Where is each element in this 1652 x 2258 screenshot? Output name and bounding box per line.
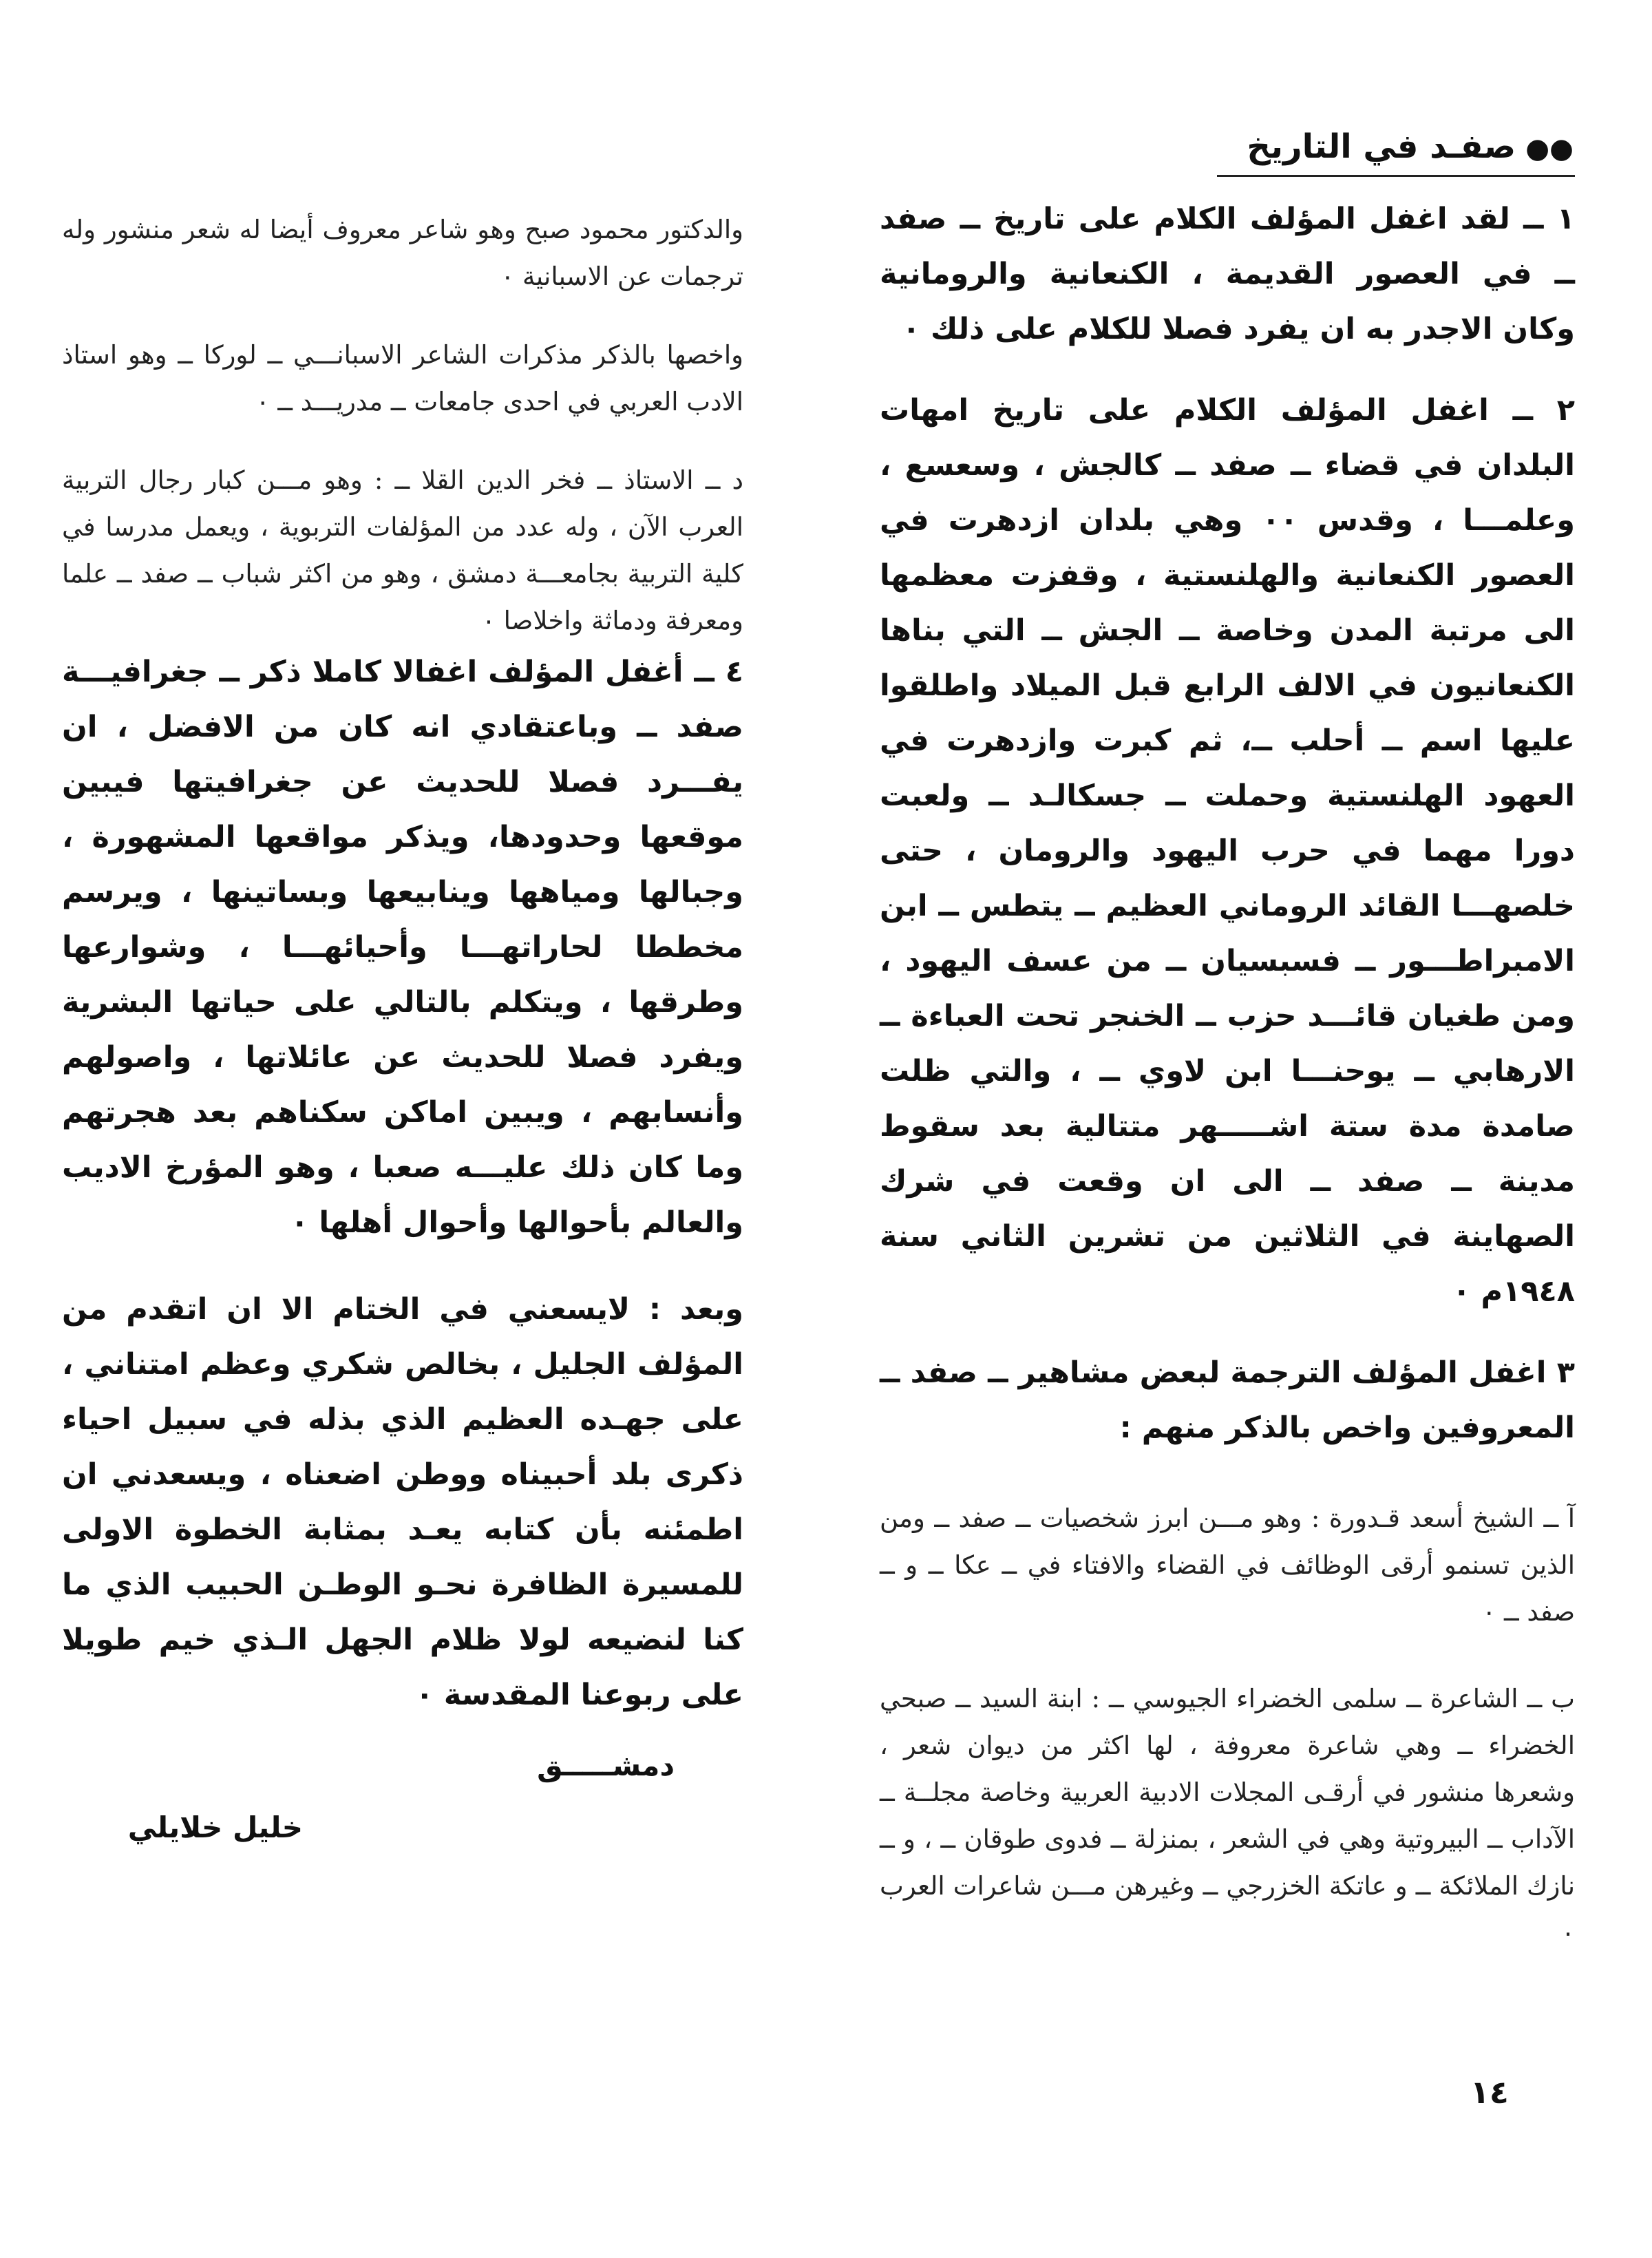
paragraph-1: ١ ــ لقد اغفل المؤلف الكلام على تاريخ ــ صفد ــ في العصور القديمة ، الكنعانية والرومانية وكان الاجدر به ان يفرد فصلا للكلام على ذلك ٠ bbox=[880, 202, 1575, 346]
paragraph-closing: وبعد : لايسعني في الختام الا ان اتقدم من المؤلف الجليل ، بخالص شكري وعظم امتناني ، على جهـده العظيم الذي بذله في سبيل احياء ذكرى بلد أحبيناه ووطن اضعناه ، ويسعدني ان اطمئنه بأن كتابه يعـد بمثابة الخطوة الاولى للمسيرة الظافرة نحـو الوطـن الحبيب الذي ما كنا لنضيعه لولا ظلام الجهل الـذي خيم طويلا على ربوعنا المقدسة ٠ bbox=[62, 1292, 743, 1712]
paragraph-2: ٢ ــ اغفل المؤلف الكلام على تاريخ امهات البلدان في قضاء ــ صفد ــ كالجش ، وسعسع ، وعلمـــا ، وقدس ٠٠ وهي بلدان ازدهرت في العصور الكنعانية والهلنستية ، وقفزت معظمها الى مرتبة المدن وخاصة ــ الجش ــ التي بناها الكنعانيون في الالف الرابع قبل الميلاد واطلقوا عليها اسم ــ أحلب ــ، ثم كبرت وازدهرت في العهود الهلنستية وحملت ــ جسكالـد ــ ولعبت دورا مهما في حرب اليهود والرومان ، حتى خلصهـــا القائد الروماني العظيم ــ يتطس ــ ابن الامبراطـــور ــ فسبسيان ــ من عسف اليهود ، ومن طغيان قائـــد حزب ــ الخنجر تحت العباءة ــ الارهابي ــ يوحنـــا ابن لاوي ــ ، والتي ظلت صامدة مدة ستة اشـــــهر متتالية بعد سقوط مدينة ــ صفد ــ الى ان وقعت في شرك الصهاينة في الثلاثين من تشرين الثاني سنة ١٩٤٨م ٠ bbox=[880, 393, 1575, 1309]
header-bullet-icon: ●● bbox=[1525, 133, 1574, 165]
paragraph-c-2: واخصها بالذكر مذكرات الشاعر الاسبانـــي ــ لوركا ــ وهو استاذ الادب العربي في احدى جامعات ــ مدريـــد ــ ٠ bbox=[62, 340, 743, 416]
left-column bbox=[62, 207, 743, 1722]
paragraph-c-continued: والدكتور محمود صبح وهو شاعر معروف أيضا له شعر منشور وله ترجمات عن الاسبانية ٠ bbox=[62, 215, 743, 291]
paragraph-3a: آ ــ الشيخ أسعد قـدورة : وهو مـــن ابرز شخصيات ــ صفد ــ ومن الذين تسنمو أرقى الوظائف في القضاء والافتاء في ــ عكا ــ و ــ صفد ــ ٠ bbox=[880, 1503, 1575, 1627]
right-column bbox=[880, 191, 1575, 1956]
signature-place: دمشـــــق bbox=[537, 1749, 675, 1782]
paragraph-d: د ــ الاستاذ ــ فخر الدين القلا ــ : وهو مـــن كبار رجال التربية العرب الآن ، وله عدد من المؤلفات التربوية ، ويعمل مدرسا في كلية التربية بجامعـــة دمشق ، وهو من اكثر شباب ــ صفد ــ علما ومعرفة ودماثة واخلاصا ٠ bbox=[62, 465, 743, 635]
paragraph-3: ٣ اغفل المؤلف الترجمة لبعض مشاهير ــ صفد ــ المعروفين واخص بالذكر منهم : bbox=[880, 1355, 1575, 1445]
signature-author: خليل خلايلي bbox=[127, 1811, 303, 1844]
header-rule bbox=[1217, 175, 1575, 177]
header-title: صفـد في التاريخ bbox=[1247, 127, 1516, 166]
paragraph-4: ٤ ــ أغفل المؤلف اغفالا كاملا ذكر ــ جغرافيـــة صفد ــ وباعتقادي انه كان من الافضل ، ان يفـــرد فصلا للحديث عن جغرافيتها فيبين موقعها وحدودها، ويذكر مواقعها المشهورة ، وجبالها ومياهها وينابيعها وبساتينها ، ويرسم مخططا لحاراتهـــا وأحيائهـــا ، وشوارعها وطرقها ، ويتكلم بالتالي على حياتها البشرية ويفرد فصلا للحديث عن عائلاتها ، واصولهم وأنسابهم ، ويبين اماكن سكناهم بعد هجرتهم وما كان ذلك عليـــه صعبا ، وهو المؤرخ الاديب والعالم بأحوالها وأحوال أهلها ٠ bbox=[62, 655, 743, 1240]
running-header bbox=[1202, 123, 1574, 173]
page-number: ١٤ bbox=[1470, 2074, 1509, 2111]
paragraph-3b: ب ــ الشاعرة ــ سلمى الخضراء الجيوسي ــ : ابنة السيد ــ صبحي الخضراء ــ وهي شاعرة معروفة ، لها اكثر من ديوان شعر ، وشعرها منشور في أرقـى المجلات الادبية العربية وخاصة مجلــة ــ الآداب ــ البيروتية وهي في الشعر ، بمنزلة ــ فدوى طوقان ــ ، و ــ نازك الملائكة ــ و عاتكة الخزرجي ــ وغيرهن مـــن شاعرات العرب ٠ bbox=[880, 1684, 1575, 1948]
